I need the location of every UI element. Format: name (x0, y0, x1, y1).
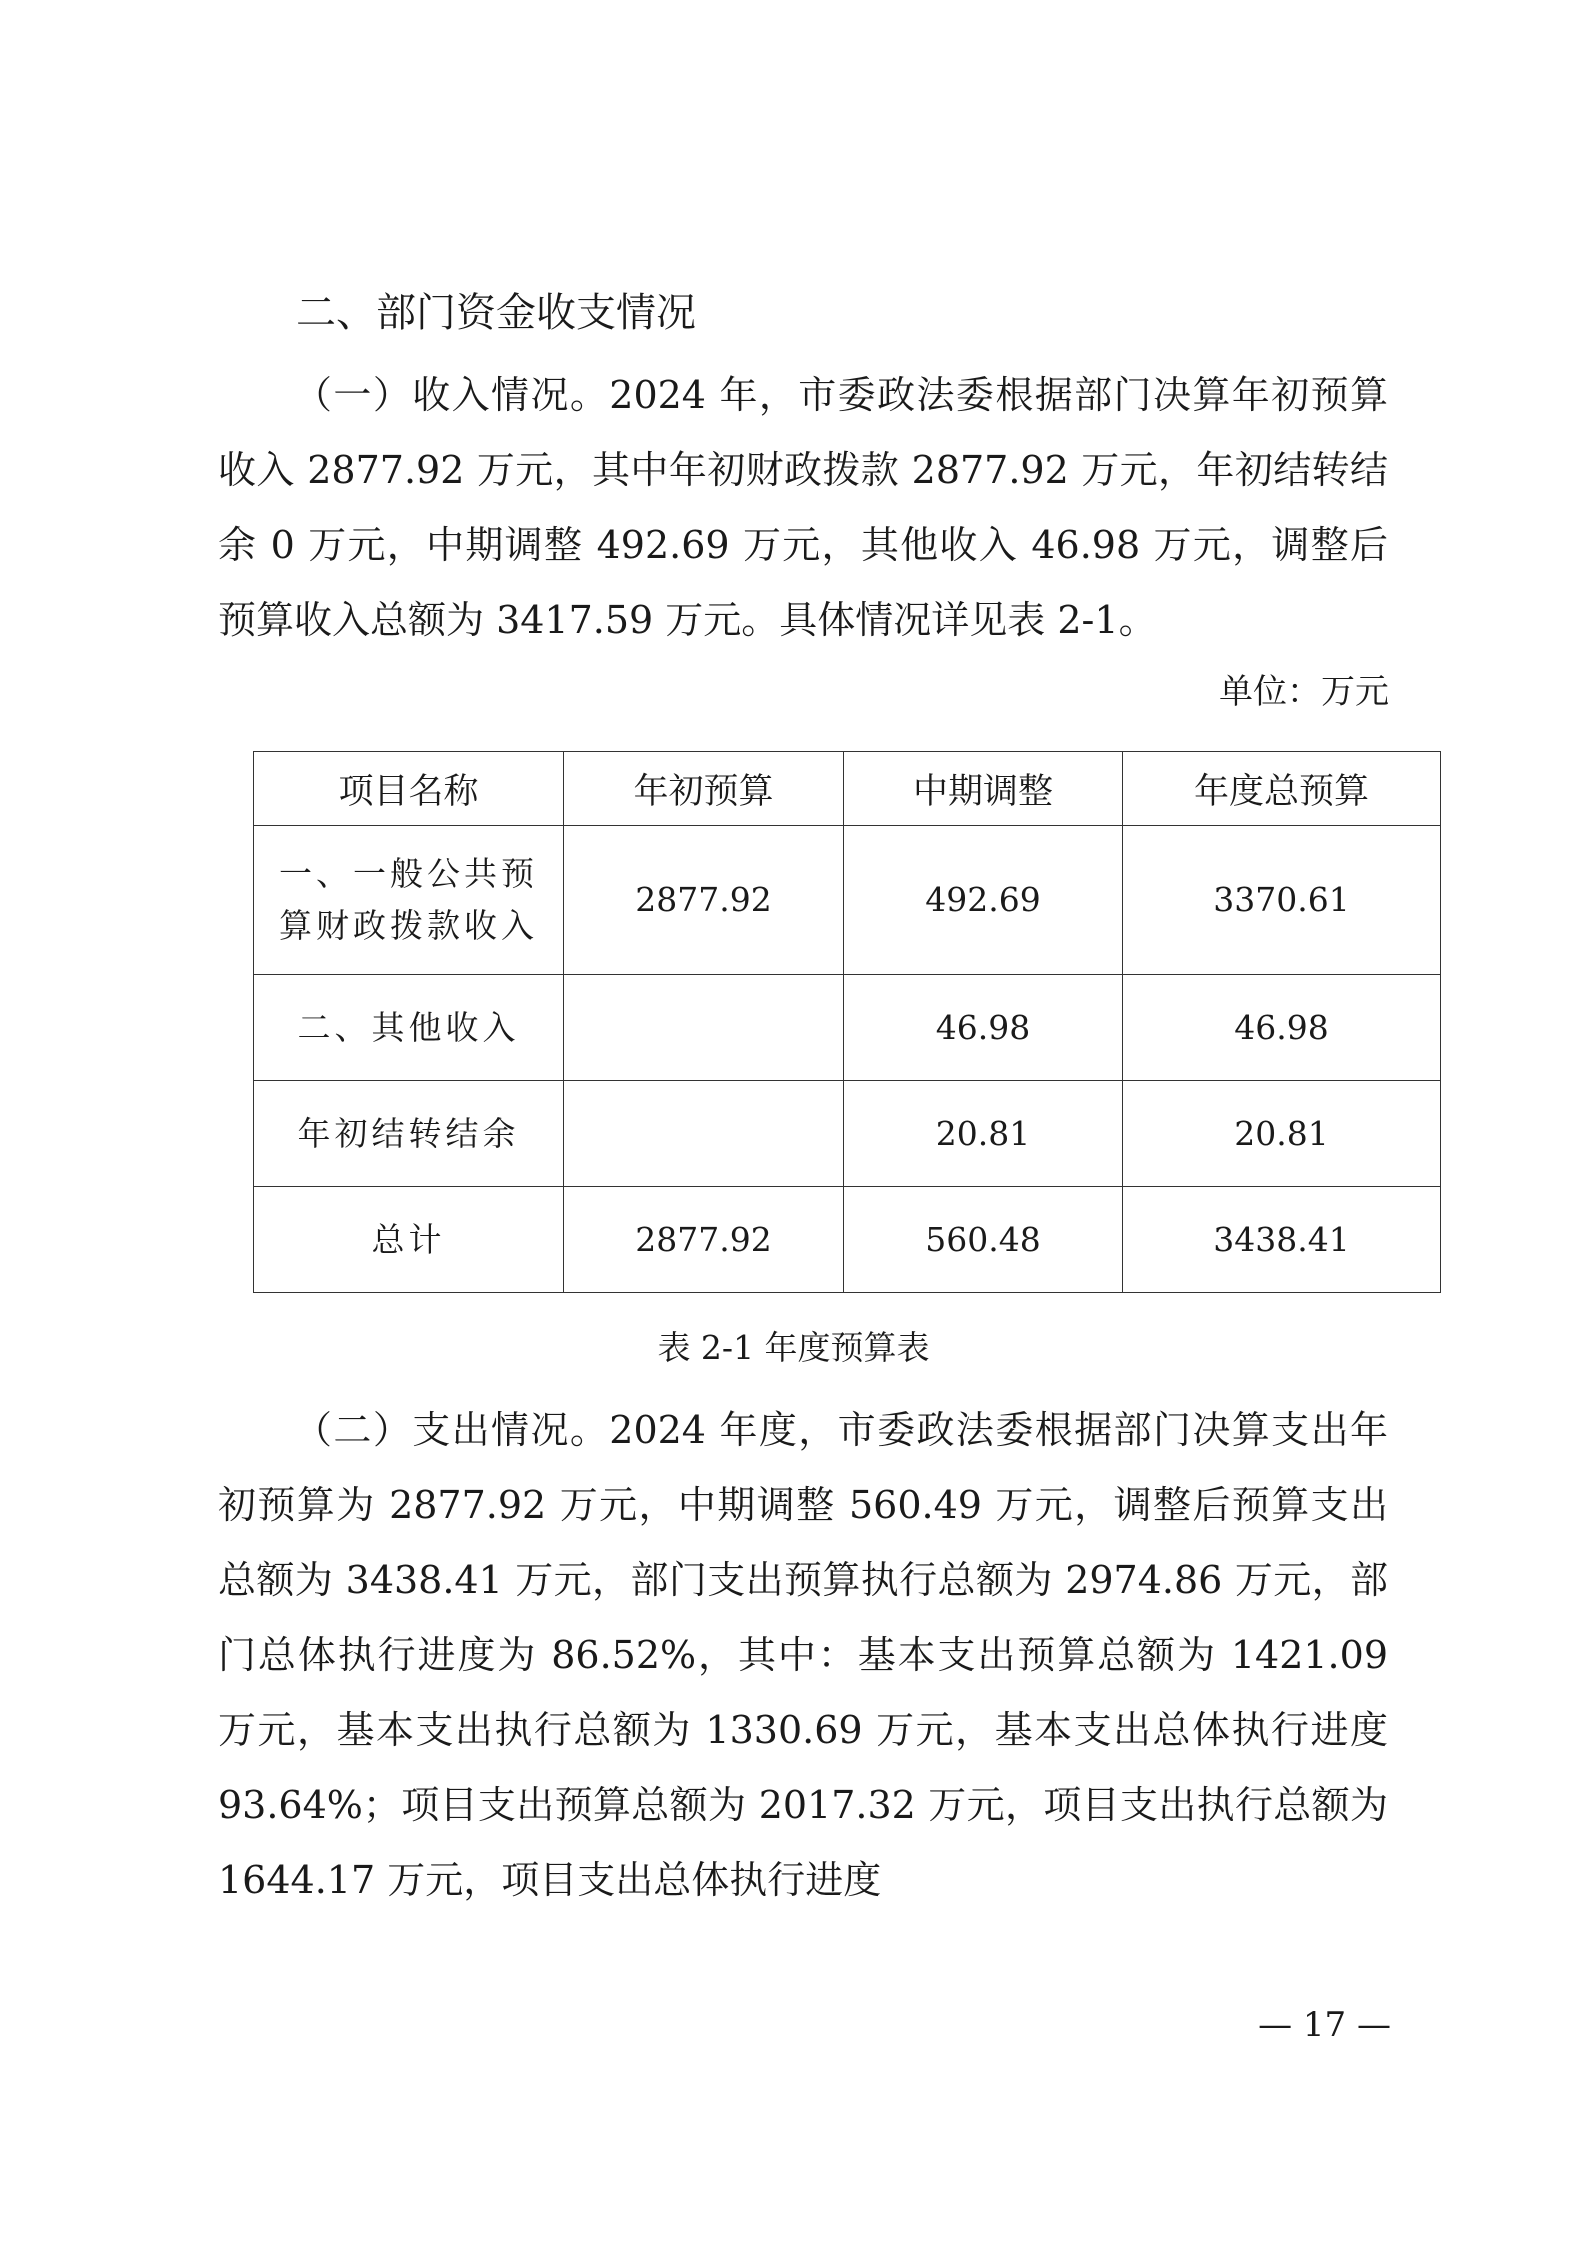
row-name-cell: 年初结转结余 (254, 1081, 564, 1187)
table-row (254, 1081, 1441, 1187)
row-total-cell: 3438.41 (1123, 1187, 1441, 1293)
income-paragraph: （一）收入情况。2024 年，市委政法委根据部门决算年初预算收入 2877.92 万元，其中年初财政拨款 2877.92 万元，年初结转结余 0 万元，中期调整 492.69 万元，其他收入 46.98 万元，调整后预算收入总额为 3417.59 万元。具体情况详见表 2-1。 (218, 373, 1388, 642)
row-name-cell: 二、其他收入 (254, 975, 564, 1081)
table-header-row (254, 752, 1441, 826)
row-total-cell: 3370.61 (1123, 826, 1441, 975)
row-name-cell: 一、一般公共预算财政拨款收入 (254, 826, 564, 975)
table-row-total (254, 1187, 1441, 1293)
table-row (254, 975, 1441, 1081)
row-total-cell: 20.81 (1123, 1081, 1441, 1187)
row-adjust-cell: 46.98 (844, 975, 1123, 1081)
section-heading: 二、部门资金收支情况 (296, 290, 696, 336)
header-initial-budget: 年初预算 (564, 752, 844, 826)
table-row (254, 826, 1441, 975)
header-item-name: 项目名称 (254, 752, 564, 826)
row-initial-cell: 2877.92 (564, 826, 844, 975)
row-adjust-cell: 20.81 (844, 1081, 1123, 1187)
header-mid-adjustment: 中期调整 (844, 752, 1123, 826)
row-name-cell: 总计 (254, 1187, 564, 1293)
unit-label: 单位：万元 (1219, 672, 1389, 712)
row-total-cell: 46.98 (1123, 975, 1441, 1081)
row-initial-cell (564, 975, 844, 1081)
page-number: — 17 — (1258, 2005, 1391, 2045)
budget-table (253, 751, 1441, 1293)
table-caption: 表 2-1 年度预算表 (657, 1328, 930, 1367)
header-annual-total: 年度总预算 (1123, 752, 1441, 826)
row-initial-cell: 2877.92 (564, 1187, 844, 1293)
row-initial-cell (564, 1081, 844, 1187)
row-adjust-cell: 560.48 (844, 1187, 1123, 1293)
expense-paragraph: （二）支出情况。2024 年度，市委政法委根据部门决算支出年初预算为 2877.92 万元，中期调整 560.49 万元，调整后预算支出总额为 3438.41 万元，部门支出预算执行总额为 2974.86 万元，部门总体执行进度为 86.52%，其中：基本支出预算总额为 1421.09 万元，基本支出执行总额为 1330.69 万元，基本支出总体执行进度 93.64%；项目支出预算总额为 2017.32 万元，项目支出执行总额为 1644.17 万元，项目支出总体执行进度 (218, 1408, 1388, 1902)
row-adjust-cell: 492.69 (844, 826, 1123, 975)
